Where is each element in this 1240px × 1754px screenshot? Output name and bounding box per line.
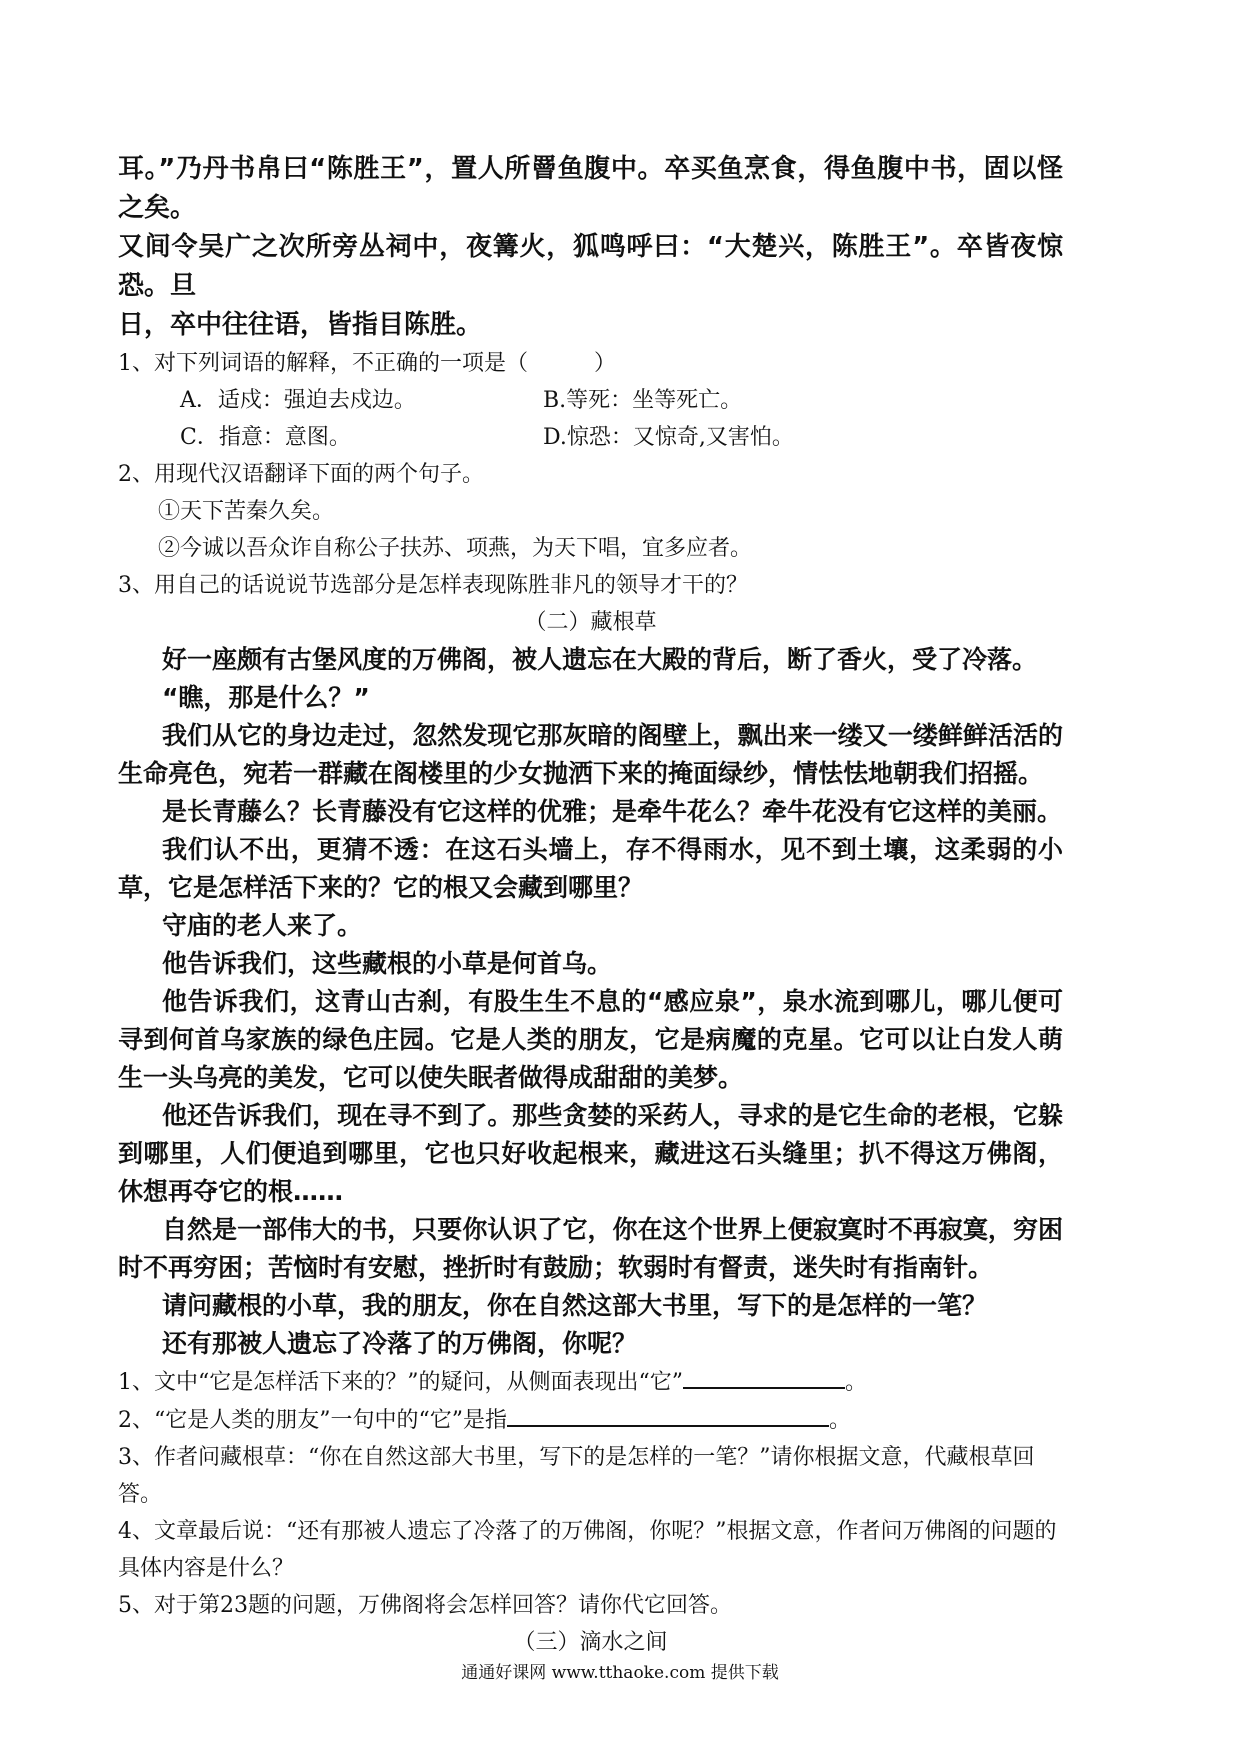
paragraph: 他告诉我们，这些藏根的小草是何首乌。 (162, 949, 613, 978)
section-2-question-4: 4、文章最后说：“还有那被人遗忘了冷落了的万佛阁，你呢？”根据文意，作者问万佛阁的问题的具体内容是什么？ (118, 1519, 1057, 1581)
option-d: D.惊恐：又惊奇,又害怕。 (543, 425, 794, 450)
question-2: 2、用现代汉语翻译下面的两个句子。 (118, 462, 484, 487)
passage1-line: 耳。”乃丹书帛曰“陈胜王”，置人所罾鱼腹中。卒买鱼烹食，得鱼腹中书，固以怪之矣。 (118, 154, 1063, 223)
question-3: 3、用自己的话说说节选部分是怎样表现陈胜非凡的领导才干的？ (118, 573, 748, 598)
options-row-2 (180, 419, 1063, 456)
question-2-sentence-2: ②今诚以吾众诈自称公子扶苏、项燕，为天下唱，宜多应者。 (158, 536, 753, 561)
paragraph: 他告诉我们，这青山古刹，有股生生不息的“感应泉”，泉水流到哪儿，哪儿便可寻到何首乌家族的绿色庄园。它是人类的朋友，它是病魔的克星。它可以让白发人萌生一头乌亮的美发，它可以使失眠者做得成甜甜的美梦。 (118, 987, 1063, 1092)
paragraph: 我们认不出，更猜不透：在这石头墙上，存不得雨水，见不到土壤，这柔弱的小草，它是怎样活下来的？它的根又会藏到哪里？ (118, 835, 1063, 902)
paragraph: 好一座颇有古堡风度的万佛阁，被人遗忘在大殿的背后，断了香火，受了冷落。 (162, 645, 1038, 674)
paragraph: 还有那被人遗忘了冷落了的万佛阁，你呢？ (162, 1329, 638, 1358)
section-2-question-5: 5、对于第23题的问题，万佛阁将会怎样回答？请你代它回答。 (118, 1593, 732, 1618)
option-b: B.等死：坐等死亡。 (543, 388, 743, 413)
option-c: C．指意：意图。 (180, 425, 351, 450)
page-footer: 通通好课网 www.tthaoke.com 提供下载 (461, 1663, 779, 1683)
paragraph: 是长青藤么？长青藤没有它这样的优雅；是牵牛花么？牵牛花没有它这样的美丽。 (162, 797, 1063, 826)
section-2-title: （二）藏根草 (524, 610, 657, 635)
question-2-sentence-1: ①天下苦秦久矣。 (158, 499, 335, 524)
options-row-1 (180, 382, 1063, 419)
section-2-question-2 (118, 1401, 1063, 1439)
passage1-line: 又间令吴广之次所旁丛祠中，夜篝火，狐鸣呼曰：“大楚兴，陈胜王”。卒皆夜惊恐。旦 (118, 232, 1063, 301)
page-content (118, 150, 1063, 1661)
question-end: 。 (829, 1408, 852, 1433)
paragraph: 请问藏根的小草，我的朋友，你在自然这部大书里，写下的是怎样的一笔？ (162, 1291, 988, 1320)
section-2-question-1 (118, 1363, 1063, 1401)
section-3-title: （三）滴水之间 (513, 1630, 668, 1655)
answer-blank[interactable] (507, 1401, 829, 1427)
question-text: 2、“它是人类的朋友”一句中的“它”是指 (118, 1408, 507, 1433)
question-1: 1、对下列词语的解释，不正确的一项是（ ） (118, 351, 616, 376)
paragraph: 守庙的老人来了。 (162, 911, 363, 940)
question-end: 。 (845, 1370, 868, 1395)
paragraph: 我们从它的身边走过，忽然发现它那灰暗的阁壁上，飘出来一缕又一缕鲜鲜活活的生命亮色，宛若一群藏在阁楼里的少女抛洒下来的掩面绿纱，情怯怯地朝我们招摇。 (118, 721, 1063, 788)
passage1-line: 日，卒中往往语，皆指目陈胜。 (118, 310, 483, 340)
paragraph: “瞧，那是什么？” (162, 683, 370, 712)
section-2-question-3: 3、作者问藏根草：“你在自然这部大书里，写下的是怎样的一笔？”请你根据文意，代藏根草回答。 (118, 1445, 1035, 1507)
question-text: 1、文中“它是怎样活下来的？”的疑问，从侧面表现出“它” (118, 1370, 683, 1395)
paragraph: 他还告诉我们，现在寻不到了。那些贪婪的采药人，寻求的是它生命的老根，它躲到哪里，人们便追到哪里，它也只好收起根来，藏进这石头缝里；扒不得这万佛阁，休想再夺它的根…… (118, 1101, 1063, 1206)
answer-blank[interactable] (683, 1363, 845, 1389)
paragraph: 自然是一部伟大的书，只要你认识了它，你在这个世界上便寂寞时不再寂寞，穷困时不再穷困；苦恼时有安慰，挫折时有鼓励；软弱时有督责，迷失时有指南针。 (118, 1215, 1063, 1282)
option-a: A．适戍：强迫去戍边。 (180, 388, 416, 413)
